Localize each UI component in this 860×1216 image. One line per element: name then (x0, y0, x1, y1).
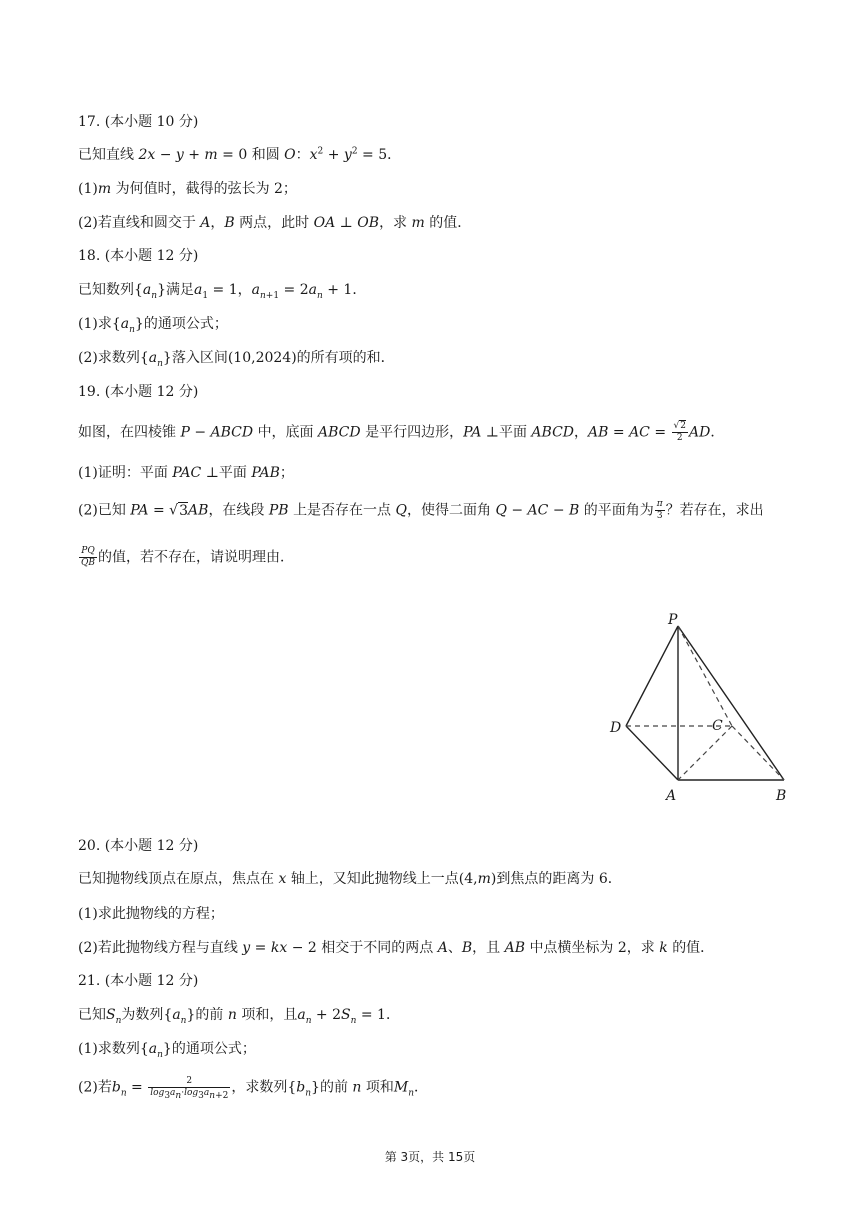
label-B: B (776, 788, 787, 804)
edge-CB (732, 726, 784, 780)
q20-part1: (1)求此抛物线的方程； (78, 906, 224, 922)
page-footer: 第 3页，共 15页 (384, 1150, 476, 1164)
q19-stem: 如图，在四棱锥 P − ABCD 中，底面 ABCD 是平行四边形，PA ⊥平面 ABCD，AB = AC = $\frac{√2}{2}$ AD． (78, 421, 725, 443)
q17-stem: 已知直线 2x − y + m = 0 和圆 O：$x^2 + y^2 = 5$． (78, 146, 402, 163)
q19-part2-cont: $\frac{PQ}{QB}$ 的值，若不存在，请说明理由． (81, 546, 294, 568)
label-D: D (610, 720, 622, 736)
q18-part1: (1)求$\{a_n\}$的通项公式； (78, 316, 228, 335)
q18-header: 18. (本小题 12 分) (78, 248, 199, 264)
q21-stem: 已知$S_n$为数列$\{a_n\}$的前 n 项和，且$a_n + 2S_n = 1$． (78, 1007, 400, 1026)
q20-stem: 已知抛物线顶点在原点，焦点在 x 轴上，又知此抛物线上一点(4,m)到焦点的距离为 6． (78, 871, 622, 887)
q18-stem: 已知数列$\{a_n\}$满足$a_1 = 1$，$a_{n+1} = 2a_n + 1$． (78, 282, 367, 301)
q21-part1: (1)求数列$\{a_n\}$的通项公式； (78, 1041, 256, 1060)
edge-PB (678, 626, 784, 780)
label-A: A (666, 788, 677, 804)
edge-DA (626, 726, 678, 780)
q17-part2: (2)若直线和圆交于 A，B 两点，此时 OA ⊥ OB，求 m 的值． (78, 215, 472, 231)
q19-part2: (2)已知 PA = √3AB，在线段 PB 上是否存在一点 Q，使得二面角 Q − AC − B 的平面角为 $\frac{\pi}{3}$ ？若存在，求出 (78, 499, 764, 521)
q21-header: 21. (本小题 12 分) (78, 973, 199, 989)
q17-part1: (1)m 为何值时，截得的弦长为 2； (78, 181, 297, 197)
q20-header: 20. (本小题 12 分) (78, 838, 199, 854)
q20-part2: (2)若此抛物线方程与直线 y = kx − 2 相交于不同的两点 A、B，且 AB 中点横坐标为 2，求 k 的值． (78, 940, 715, 956)
label-P: P (668, 612, 678, 628)
q18-part2: (2)求数列$\{a_n\}$落入区间(10,2024)的所有项的和． (78, 350, 395, 369)
edge-PD (626, 626, 678, 726)
edge-CA (678, 726, 732, 780)
q19-part1: (1)证明：平面 PAC ⊥平面 PAB； (78, 465, 294, 481)
edge-PC (678, 626, 732, 726)
q17-header: 17. (本小题 10 分) (78, 114, 199, 130)
label-C: C (712, 718, 723, 734)
q21-part2: (2)若$b_n$ = $\frac{2}{\log_3a_n\cdot\log_3a_{n+2}}$ ，求数列$\{b_n\}$的前 n 项和$M_n$． (78, 1076, 429, 1101)
q19-header: 19. (本小题 12 分) (78, 384, 199, 400)
pyramid-figure (596, 606, 796, 806)
